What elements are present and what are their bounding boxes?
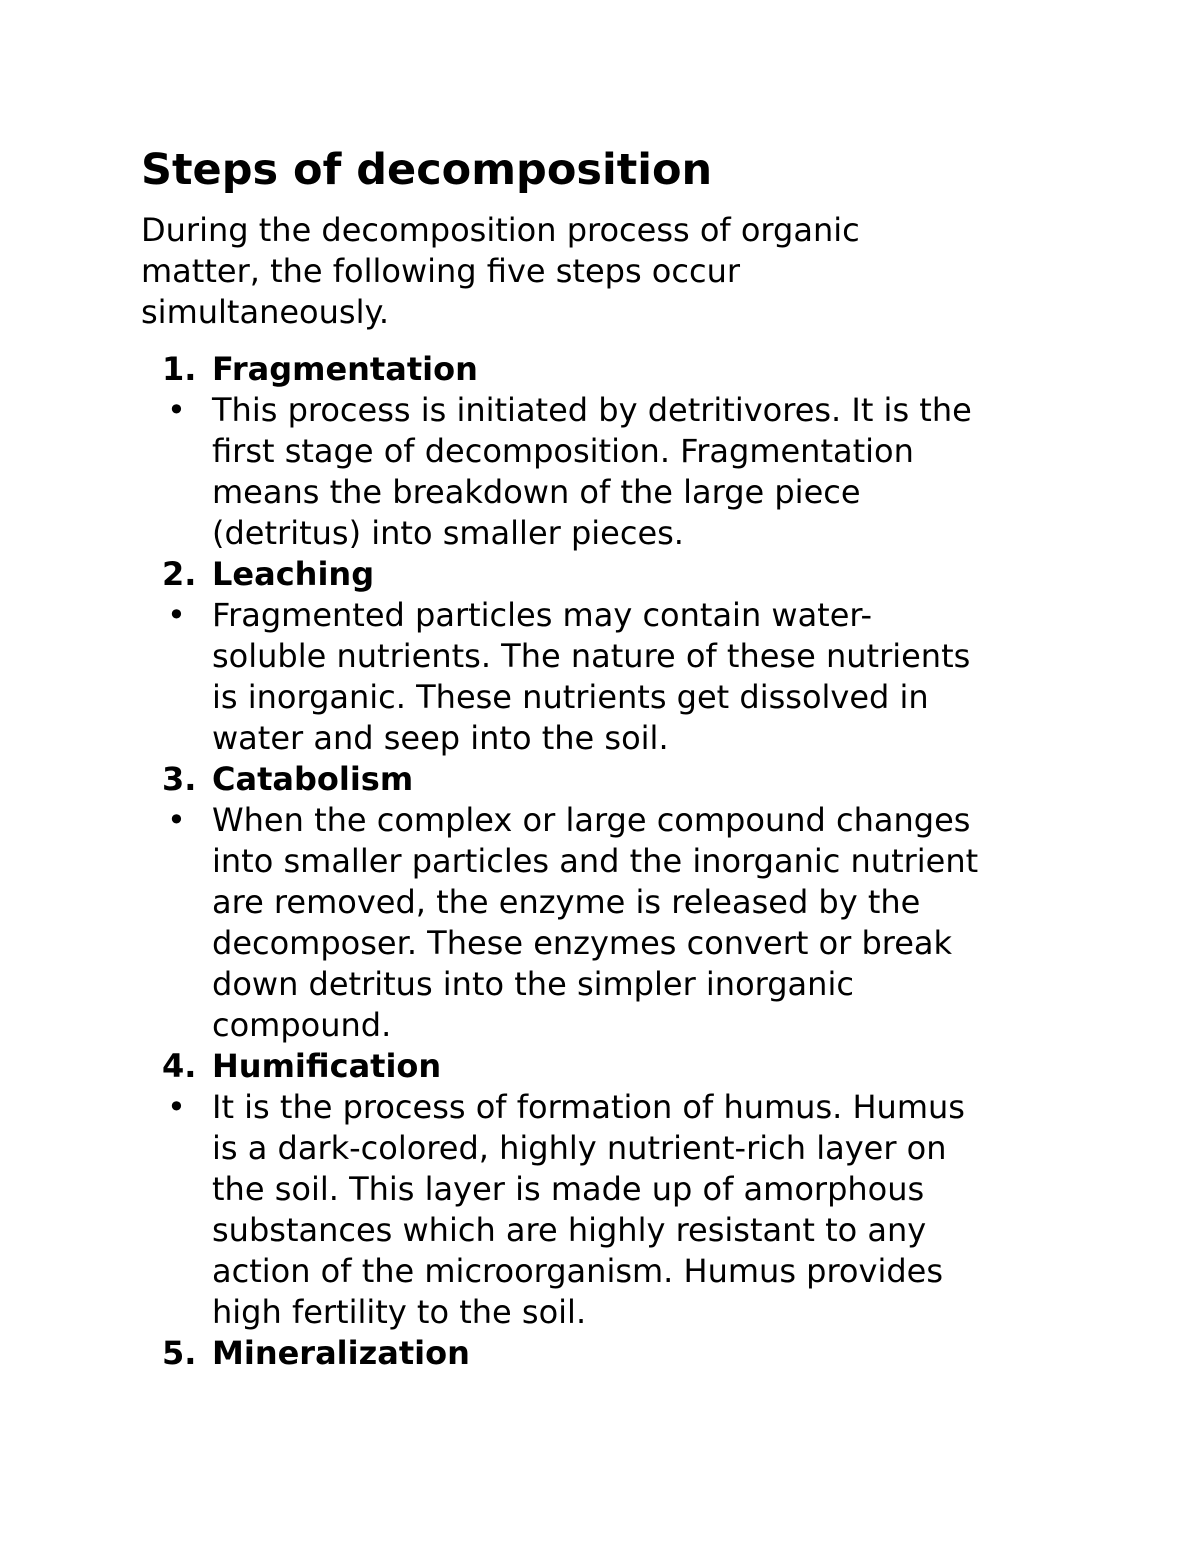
step-heading-text: Leaching	[212, 555, 375, 593]
step-number: 4.	[162, 1047, 197, 1085]
step-heading	[141, 1046, 1081, 1087]
step-number: 3.	[162, 760, 197, 798]
step-heading	[141, 349, 1081, 390]
step-leaching	[141, 554, 1081, 759]
step-heading	[141, 759, 1081, 800]
step-heading-text: Humification	[212, 1047, 442, 1085]
text-line: high fertility to the soil.	[212, 1293, 587, 1331]
bullet-text	[212, 1087, 965, 1333]
step-heading	[141, 1333, 1081, 1374]
step-heading-text: Catabolism	[212, 760, 414, 798]
bullet-icon: •	[167, 391, 186, 429]
step-number: 2.	[162, 555, 197, 593]
step-mineralization	[141, 1333, 1081, 1374]
document-title: Steps of decomposition	[141, 145, 713, 195]
text-line: the soil. This layer is made up of amorphous	[212, 1170, 925, 1208]
step-bullet	[141, 390, 1081, 554]
text-line: means the breakdown of the large piece	[212, 473, 861, 511]
text-line: (detritus) into smaller pieces.	[212, 514, 684, 552]
text-line: down detritus into the simpler inorganic	[212, 965, 854, 1003]
text-line: into smaller particles and the inorganic nutrient	[212, 842, 979, 880]
text-line: action of the microorganism. Humus provides	[212, 1252, 943, 1290]
text-line: first stage of decomposition. Fragmentation	[212, 432, 914, 470]
text-line: When the complex or large compound changes	[212, 801, 971, 839]
step-number: 5.	[162, 1334, 197, 1372]
intro-line: During the decomposition process of organic	[141, 211, 860, 249]
step-bullet	[141, 1087, 1081, 1333]
text-line: Fragmented particles may contain water-	[212, 596, 873, 634]
text-line: decomposer. These enzymes convert or break	[212, 924, 953, 962]
text-line: water and seep into the soil.	[212, 719, 669, 757]
text-line: substances which are highly resistant to any	[212, 1211, 927, 1249]
bullet-text	[212, 595, 970, 759]
text-line: This process is initiated by detritivores. It is the	[212, 391, 972, 429]
step-heading-text: Mineralization	[212, 1334, 470, 1372]
text-line: compound.	[212, 1006, 392, 1044]
step-fragmentation	[141, 349, 1081, 554]
step-humification	[141, 1046, 1081, 1333]
step-heading	[141, 554, 1081, 595]
intro-line: simultaneously.	[141, 293, 389, 331]
step-heading-text: Fragmentation	[212, 350, 478, 388]
bullet-icon: •	[167, 596, 186, 634]
text-line: is inorganic. These nutrients get dissolved in	[212, 678, 929, 716]
text-line: is a dark-colored, highly nutrient-rich layer on	[212, 1129, 947, 1167]
text-line: It is the process of formation of humus. Humus	[212, 1088, 965, 1126]
step-catabolism	[141, 759, 1081, 1046]
text-line: soluble nutrients. The nature of these nutrients	[212, 637, 971, 675]
intro-paragraph	[141, 210, 1081, 333]
intro-line: matter, the following five steps occur	[141, 252, 740, 290]
step-number: 1.	[162, 350, 197, 388]
step-bullet	[141, 800, 1081, 1046]
bullet-text	[212, 390, 972, 554]
text-line: are removed, the enzyme is released by the	[212, 883, 921, 921]
bullet-icon: •	[167, 801, 186, 839]
document-page	[141, 140, 1081, 1374]
bullet-text	[212, 800, 978, 1046]
step-bullet	[141, 595, 1081, 759]
bullet-icon: •	[167, 1088, 186, 1126]
